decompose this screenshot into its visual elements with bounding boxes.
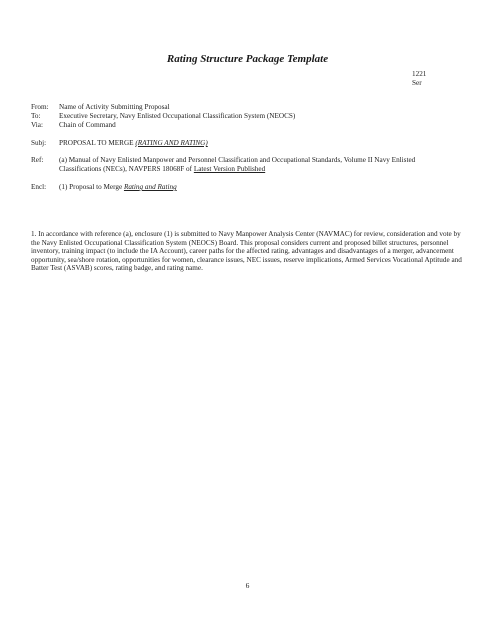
enclosure-label: Encl: [31, 183, 47, 191]
paragraph-1: 1. In accordance with reference (a), enclosure (1) is submitted to Navy Manpower Analysis Center (NAVMAC) for review, consideration and vote by the Navy Enlisted Occupational Classification System (NEOCS) Board. This proposal considers current and proposed billet structures, personnel inventory, training impact (to include the IA Account), career paths for the affected rating, advantages and disadvantages of a merger, advancement opportunity, sea/shore rotation, opportunities for women, clearance issues, NEC issues, reserve implications, Armed Services Vocational Aptitude and Batter Test (ASVAB) scores, rating badge, and rating name. [31, 230, 462, 273]
reference-text-line2-prefix: Classifications (NECs), NAVPERS 18068F of [59, 164, 194, 173]
subject-emphasis: (RATING AND RATING) [135, 139, 208, 147]
enclosure-line [31, 183, 471, 192]
subject-value [59, 139, 471, 148]
reference-version: Latest Version Published [193, 164, 266, 173]
via-value: Chain of Command [59, 121, 116, 129]
page-number: 6 [245, 581, 250, 590]
enclosure-value [59, 183, 471, 192]
via-line [31, 121, 471, 130]
subject-line [31, 139, 471, 148]
to-label: To: [31, 112, 41, 120]
from-value: Name of Activity Submitting Proposal [59, 103, 170, 111]
from-label: From: [31, 103, 49, 111]
document-title: Rating Structure Package Template [166, 53, 329, 65]
serial-block [412, 70, 426, 88]
reference-label: Ref: [31, 156, 44, 164]
enclosure-prefix: (1) Proposal to Merge [59, 183, 124, 191]
enclosure-emphasis: Rating and Rating [123, 183, 177, 191]
via-label: Via: [31, 121, 43, 129]
from-line [31, 103, 471, 112]
reference-value [59, 156, 471, 173]
to-value: Executive Secretary, Navy Enlisted Occupational Classification System (NEOCS) [59, 112, 296, 120]
reference-text-line1: (a) Manual of Navy Enlisted Manpower and Personnel Classification and Occupational Standards, Volume II Navy Enlisted [59, 156, 416, 164]
serial-code: 1221 [412, 70, 427, 78]
reference-line [31, 156, 471, 173]
to-line [31, 112, 471, 121]
subject-prefix: PROPOSAL TO MERGE [59, 139, 136, 147]
serial-ser: Ser [412, 79, 422, 87]
subject-label: Subj: [31, 139, 47, 147]
